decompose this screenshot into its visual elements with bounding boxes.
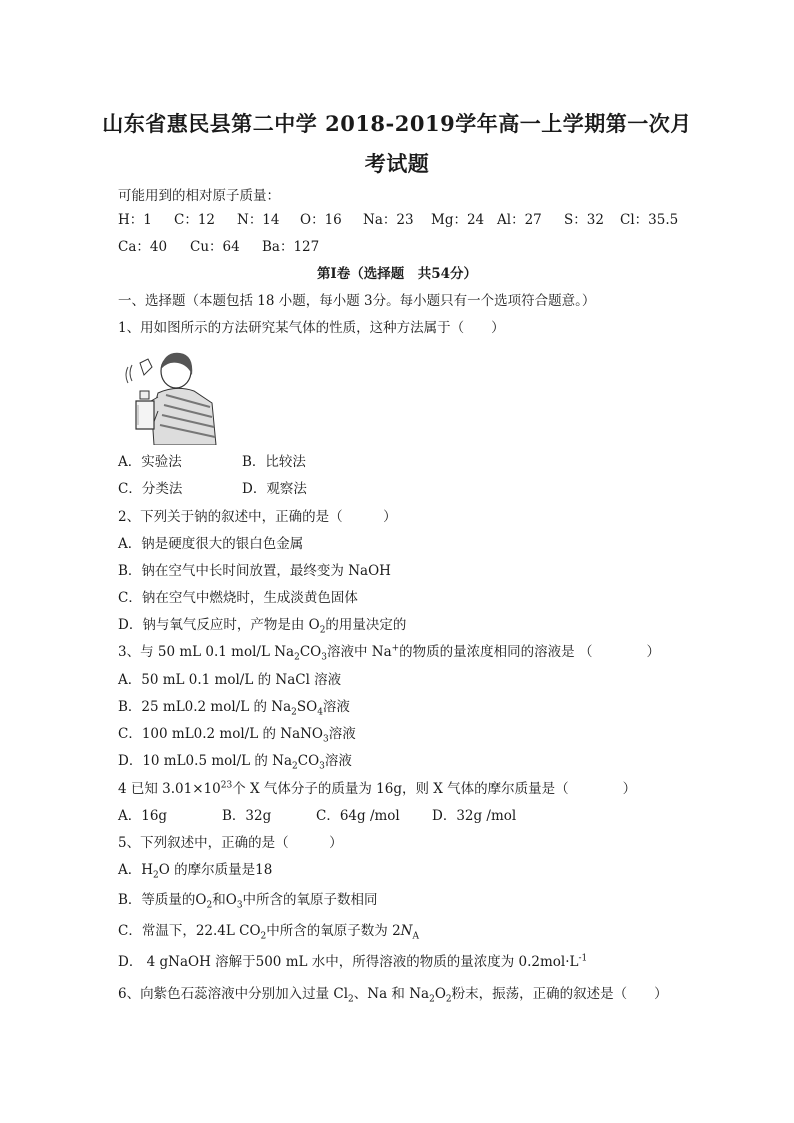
question-5-option-b	[118, 890, 378, 910]
exam-title-line2: 考试题	[364, 151, 430, 176]
option-d: D．32g /mol	[432, 808, 517, 824]
text: 6、向紫色石蕊溶液中分别加入过量 Cl	[118, 986, 349, 1002]
subscript: 2	[348, 994, 354, 1005]
avogadro-symbol: N	[400, 923, 413, 939]
text: 的物质的量浓度相同的溶液是 （ ）	[399, 644, 660, 660]
question-3-option-d	[118, 751, 352, 771]
question-5-option-a	[118, 860, 272, 880]
text: 和O	[212, 892, 237, 908]
text: D．10 mL0.5 mol/L 的 Na	[118, 753, 293, 769]
exam-title-line1: 山东省惠民县第二中学 2018-2019学年高一上学期第一次月	[102, 111, 692, 136]
subscript: 4	[317, 707, 323, 718]
atomic-masses-row2	[118, 237, 319, 257]
subscript: 2	[445, 994, 452, 1005]
question-2-option-a: A．钠是硬度很大的银白色金属	[118, 536, 304, 552]
question-4-stem	[118, 779, 636, 799]
question-1-options-row2	[118, 479, 307, 499]
question-5-stem: 5、下列叙述中，正确的是（ ）	[118, 835, 343, 851]
atomic-mass: O：16	[300, 212, 342, 228]
text: 溶液中 Na	[326, 644, 392, 660]
subscript: 2	[291, 707, 297, 718]
superscript: +	[391, 643, 400, 654]
subscript: 3	[321, 652, 327, 663]
text: D． 4 gNaOH 溶解于500 mL 水中，所得溶液的物质的量浓度为 0.2mol·L	[118, 954, 579, 970]
section-title: 第Ⅰ卷（选择题 共54分）	[316, 266, 478, 282]
question-1-options-row1	[118, 452, 306, 472]
question-2-option-c: C．钠在空气中燃烧时，生成淡黄色固体	[118, 590, 358, 606]
subscript: 3	[323, 734, 329, 745]
text: SO	[296, 699, 318, 715]
superscript: 23	[220, 780, 233, 791]
question-5-option-c	[118, 921, 419, 941]
text: C．100 mL0.2 mol/L 的 NaNO	[118, 726, 323, 742]
question-6-stem	[118, 984, 668, 1004]
option-c: C．64g /mol	[316, 808, 400, 824]
atomic-mass: S：32	[564, 212, 604, 228]
section-instructions: 一、选择题（本题包括 18 小题，每小题 3分。每小题只有一个选项符合题意。）	[118, 293, 596, 309]
student-smelling-gas-illustration	[118, 345, 218, 445]
question-1-stem: 1、用如图所示的方法研究某气体的性质，这种方法属于（ ）	[118, 320, 505, 336]
question-2-stem: 2、下列关于钠的叙述中，正确的是（ ）	[118, 509, 397, 525]
text: 4 已知 3.01×10	[118, 781, 221, 797]
text: 粉末，振荡，正确的叙述是（ ）	[451, 986, 668, 1002]
question-2-option-b: B．钠在空气中长时间放置，最终变为 NaOH	[118, 563, 391, 579]
superscript: -1	[578, 953, 588, 964]
text: 的用量决定的	[325, 617, 407, 633]
text: 、Na 和 Na	[353, 986, 430, 1002]
atomic-mass: N：14	[237, 212, 280, 228]
atomic-mass: Mg：24	[431, 212, 485, 228]
subscript: A	[412, 931, 419, 942]
atomic-masses-row1	[118, 210, 678, 230]
text: 个 X 气体分子的质量为 16g，则 X 气体的摩尔质量是（ ）	[232, 781, 637, 797]
question-3-option-b	[118, 697, 350, 717]
text: 溶液	[322, 699, 350, 715]
option-a: A．16g	[118, 808, 168, 824]
subscript: 3	[236, 900, 243, 911]
atomic-mass: Al：27	[497, 212, 542, 228]
text: CO	[299, 644, 322, 660]
atomic-mass-heading: 可能用到的相对原子质量：	[118, 188, 280, 204]
subscript: 3	[319, 761, 325, 772]
text: O	[434, 986, 446, 1002]
subscript: 2	[429, 994, 435, 1005]
text: D．钠与氧气反应时，产物是由 O	[118, 617, 320, 633]
atomic-mass: C：12	[174, 212, 216, 228]
text: 中所含的氧原子数为 2	[266, 923, 401, 939]
subscript: 2	[292, 761, 298, 772]
question-2-option-d	[118, 615, 406, 635]
text: B．等质量的O	[118, 892, 207, 908]
text: A．H	[118, 862, 154, 878]
text: CO	[297, 753, 320, 769]
text: B．25 mL0.2 mol/L 的 Na	[118, 699, 292, 715]
text: O 的摩尔质量是18	[158, 862, 273, 878]
question-5-option-d	[118, 952, 587, 972]
subscript: 2	[260, 931, 267, 942]
text: 3、与 50 mL 0.1 mol/L Na	[118, 644, 295, 660]
atomic-mass: Cl：35.5	[620, 212, 679, 228]
option-d: D．观察法	[242, 481, 307, 497]
text: 中所含的氧原子数相同	[242, 892, 378, 908]
text: 溶液	[328, 726, 356, 742]
text: 溶液	[324, 753, 352, 769]
atomic-mass: Ca：40	[118, 239, 168, 255]
atomic-mass: H：1	[118, 212, 152, 228]
option-b: B．比较法	[242, 454, 306, 470]
text: C．常温下，22.4L CO	[118, 923, 261, 939]
atomic-mass: Ba：127	[262, 239, 320, 255]
option-c: C．分类法	[118, 481, 183, 497]
atomic-mass: Cu：64	[190, 239, 240, 255]
atomic-mass: Na：23	[363, 212, 414, 228]
question-3-option-c	[118, 724, 356, 744]
subscript: 2	[153, 870, 159, 881]
option-a: A．实验法	[118, 454, 182, 470]
subscript: 2	[294, 652, 300, 663]
question-4-options	[118, 806, 516, 826]
subscript: 2	[206, 900, 213, 911]
question-3-stem	[118, 642, 660, 662]
option-b: B．32g	[222, 808, 272, 824]
question-3-option-a: A．50 mL 0.1 mol/L 的 NaCl 溶液	[118, 672, 342, 688]
subscript: 2	[319, 625, 326, 636]
